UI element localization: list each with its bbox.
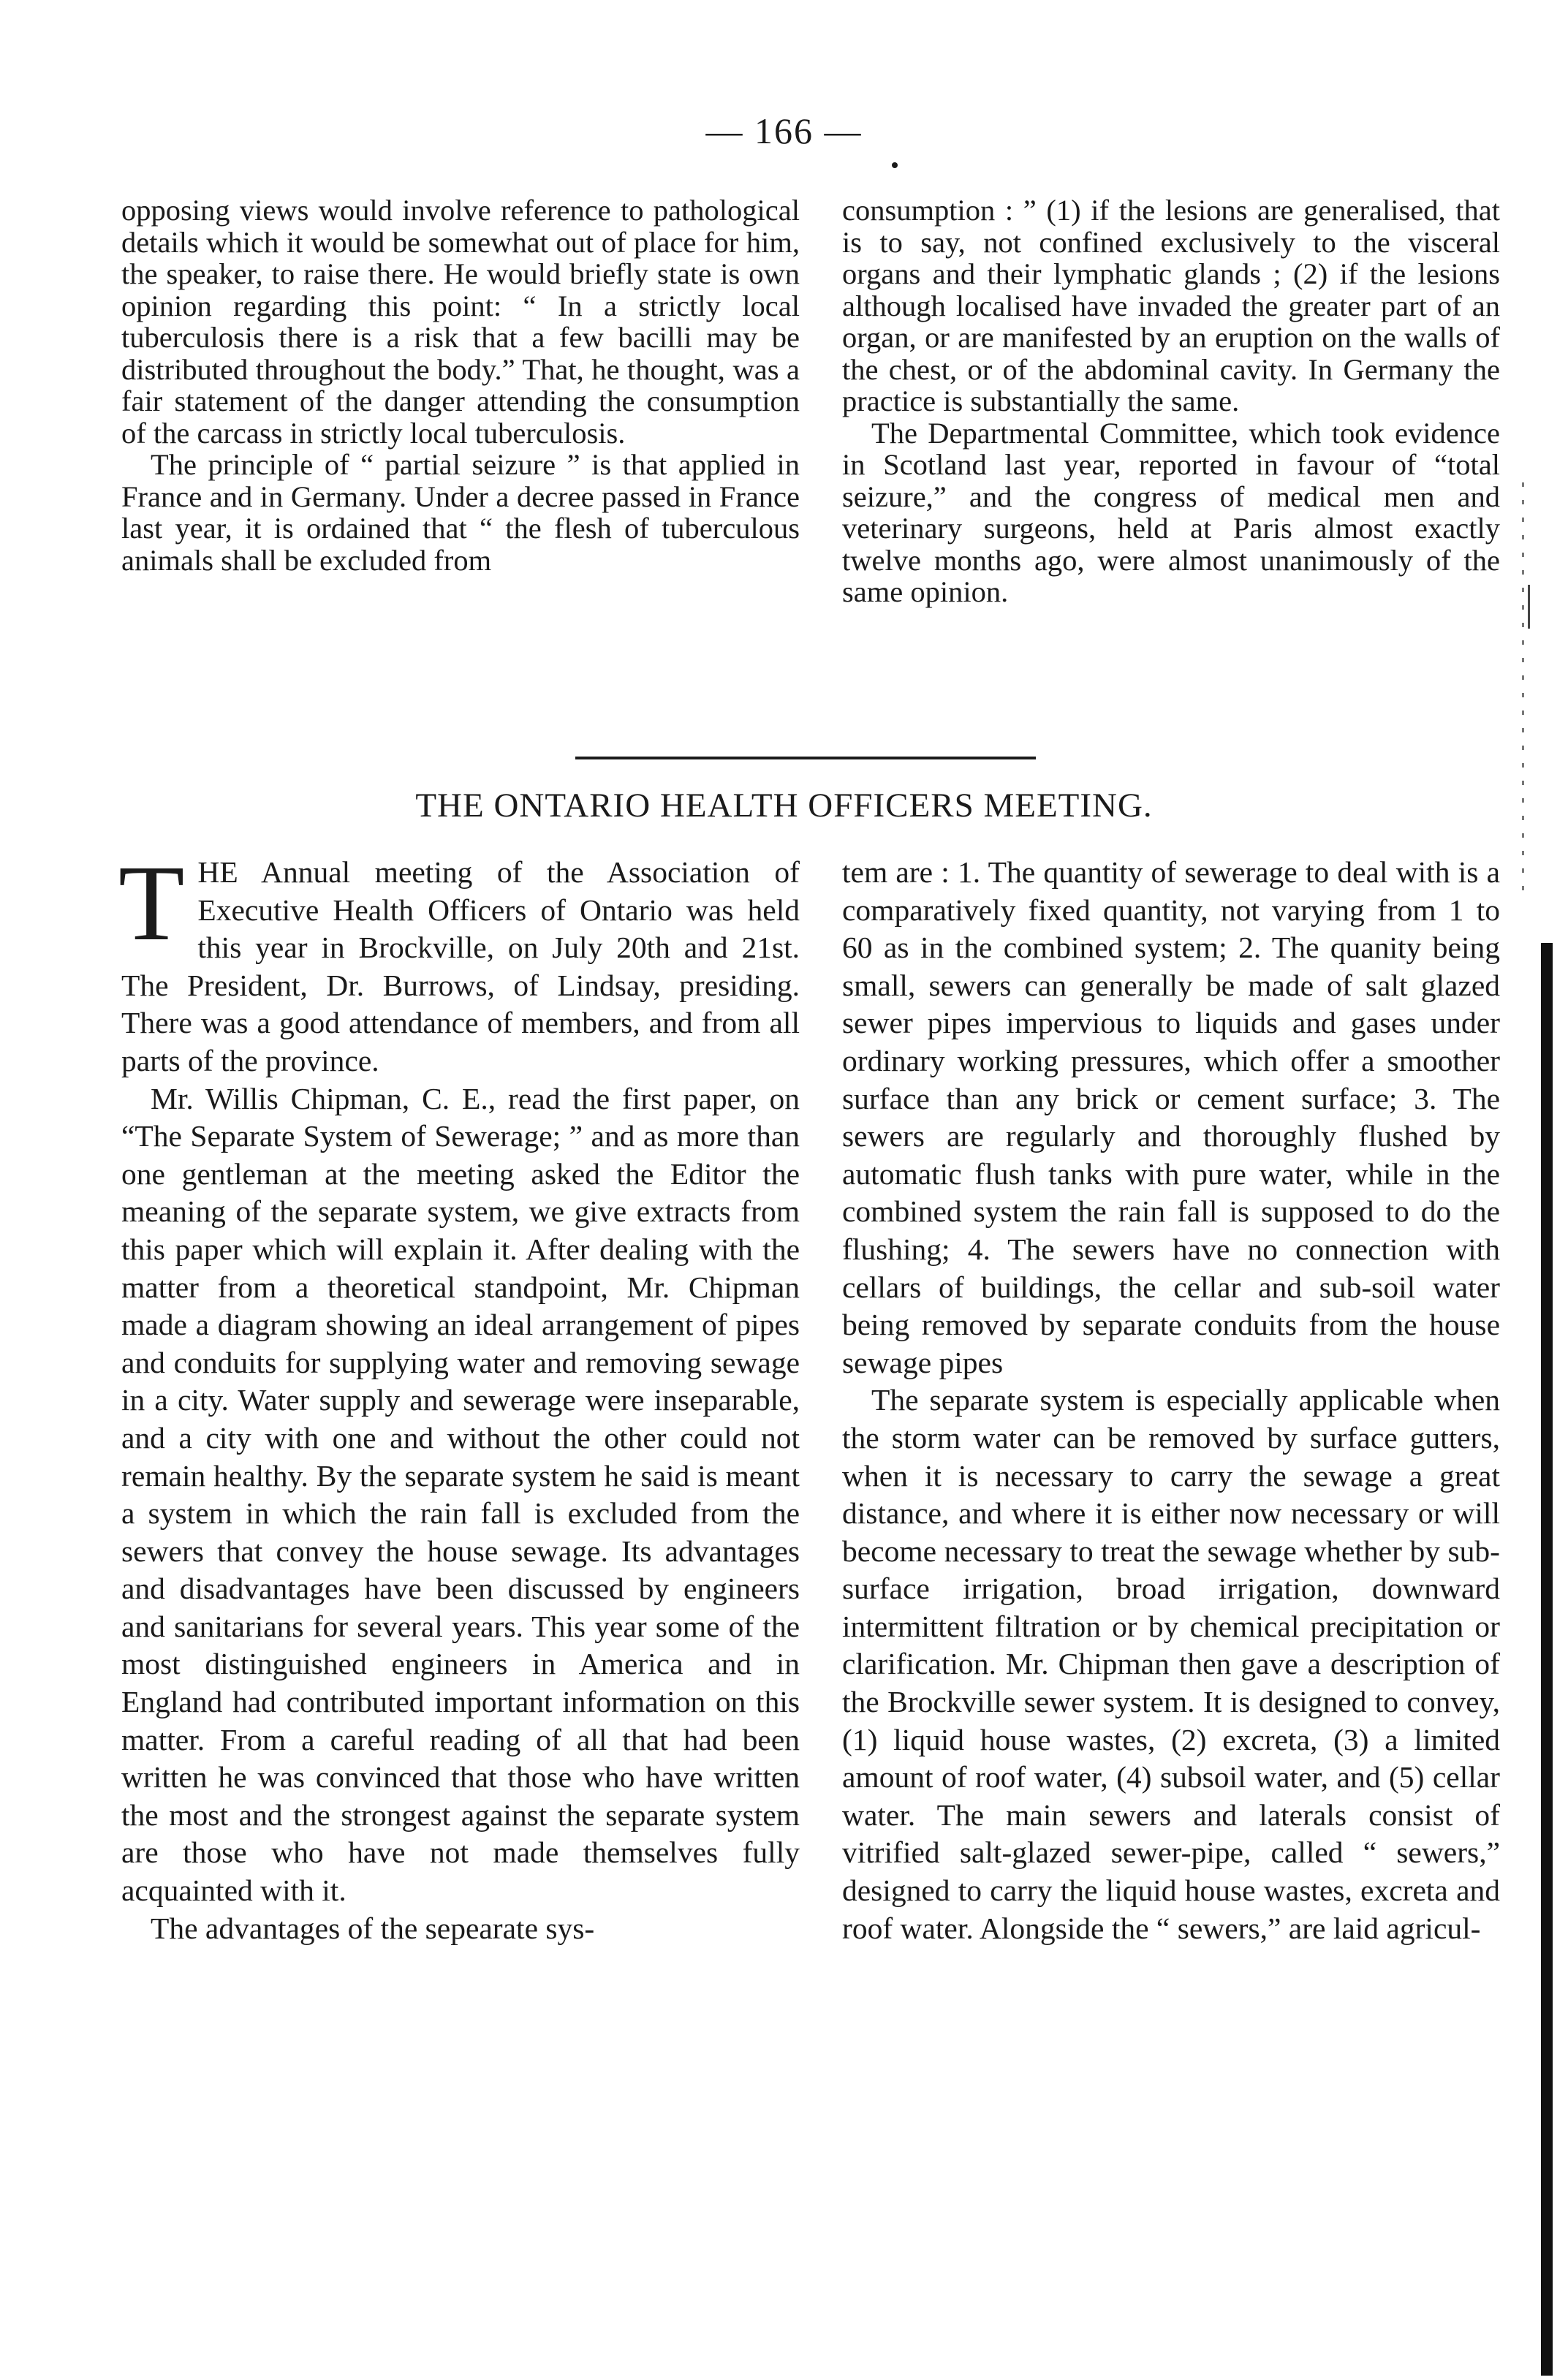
paragraph: The advantages of the sepearate sys- — [151, 1911, 595, 1945]
paragraph: The principle of “ partial seizure ” is that applied in France and in Germany. Under a decree passed in France last year, it is ordained that “ the flesh of tuberculous animals shall be excluded from — [121, 448, 800, 577]
paragraph — [118, 844, 800, 1080]
paragraph: Mr. Willis Chipman, C. E., read the first paper, on “The Separate System of Sewerage; ” and as more than one gentleman at the meeting asked the Editor the meaning of the separate system, we give extracts from this paper which will explain it. After dealing with the matter from a theoretical standpoint, Mr. Chipman made a diagram showing an ideal arrangement of pipes and conduits for supplying water and removing sewage in a city. Water supply and sewerage were inseparable, and a city with one and without the other could not remain healthy. By the separate system he said is meant a system in which the rain fall is excluded from the sewers that convey the house sewage. Its advantages and disadvantages have been discussed by engineers and sanitarians for several years. This year some of the most distinguished engineers in America and in England had contributed important information on this matter. From a careful reading of all that had been written he was convinced that those who have written the most and the strongest against the separate system are those who have not made themselves fully acquainted with it. — [121, 1081, 800, 1908]
upper-left-column — [121, 194, 800, 576]
paragraph: The separate system is especially applicable when the storm water can be removed by surface gutters, when it is necessary to carry the sewage a great distance, and where it is either now necessary or will become necessary to treat the sewage whether by sub-surface irrigation, broad irrigation, downward intermittent filtration or by chemical precipitation or clarification. Mr. Chipman then gave a description of the Brockville sewer system. It is designed to convey, (1) liquid house wastes, (2) excreta, (3) a limited amount of roof water, (4) subsoil water, and (5) cellar water. The main sewers and laterals consist of vitrified salt-glazed sewer-pipe, called “ sewers,” designed to carry the liquid house wastes, excreta and roof water. Alongside the “ sewers,” are laid agricul- — [842, 1383, 1500, 1945]
paragraph: The Departmental Committee, which took evidence in Scotland last year, reported in favour of “total seizure,” and the congress of medical men and veterinary surgeons, held at Paris almost exactly twelve months ago, were almost unanimously of the same opinion. — [842, 416, 1500, 608]
article-left-column — [118, 844, 800, 1947]
paragraph-text: HE Annual meeting of the Association of Executive Health Officers of Ontario was held this year in Brockville, on July 20th and 21st. The President, Dr. Burrows, of Lindsay, presiding. There was a good attendance of members, and from all parts of the province. — [121, 855, 800, 1077]
speck-mark — [892, 162, 898, 168]
scan-edge-dots — [1522, 482, 1524, 892]
upper-right-column — [842, 194, 1500, 608]
paragraph: tem are : 1. The quantity of sewerage to deal with is a comparatively fixed quantity, not varying from 1 to 60 as in the combined system; 2. The quanity being small, sewers can generally be made of salt glazed sewer pipes impervious to liquids and gases under ordinary working pressures, which offer a smoother surface than any brick or cement surface; 3. The sewers are regularly and thoroughly flushed by automatic flush tanks with pure water, while in the combined system the rain fall is supposed to do the flushing; 4. The sewers have no connection with cellars of buildings, the cellar and sub-soil water being removed by separate conduits from the house sewage pipes — [842, 855, 1500, 1379]
scan-edge-tick — [1528, 585, 1530, 629]
article-right-column — [842, 854, 1500, 1947]
paragraph: consumption : ” (1) if the lesions are generalised, that is to say, not confined exclusively to the visceral organs and their lymphatic glands ; (2) if the lesions although localised have invaded the greater part of an organ, or are manifested by an eruption on the walls of the chest, or of the abdominal cavity. In Germany the practice is substantially the same. — [842, 194, 1500, 417]
page-number: — 166 — — [705, 110, 863, 151]
paragraph: opposing views would involve reference to pathological details which it would be somewhat out of place for him, the speaker, to raise there. He would briefly state is own opinion regarding this point: “ In a strictly local tuberculosis there is a risk that a few bacilli may be distributed throughout the body.” That, he thought, was a fair statement of the danger attending the consumption of the carcass in strictly local tuberculosis. — [121, 194, 800, 450]
drop-cap: T — [118, 844, 185, 963]
section-divider — [575, 757, 1036, 759]
scan-edge-shadow — [1541, 943, 1553, 2376]
article-title: THE ONTARIO HEALTH OFFICERS MEETING. — [415, 787, 1153, 825]
